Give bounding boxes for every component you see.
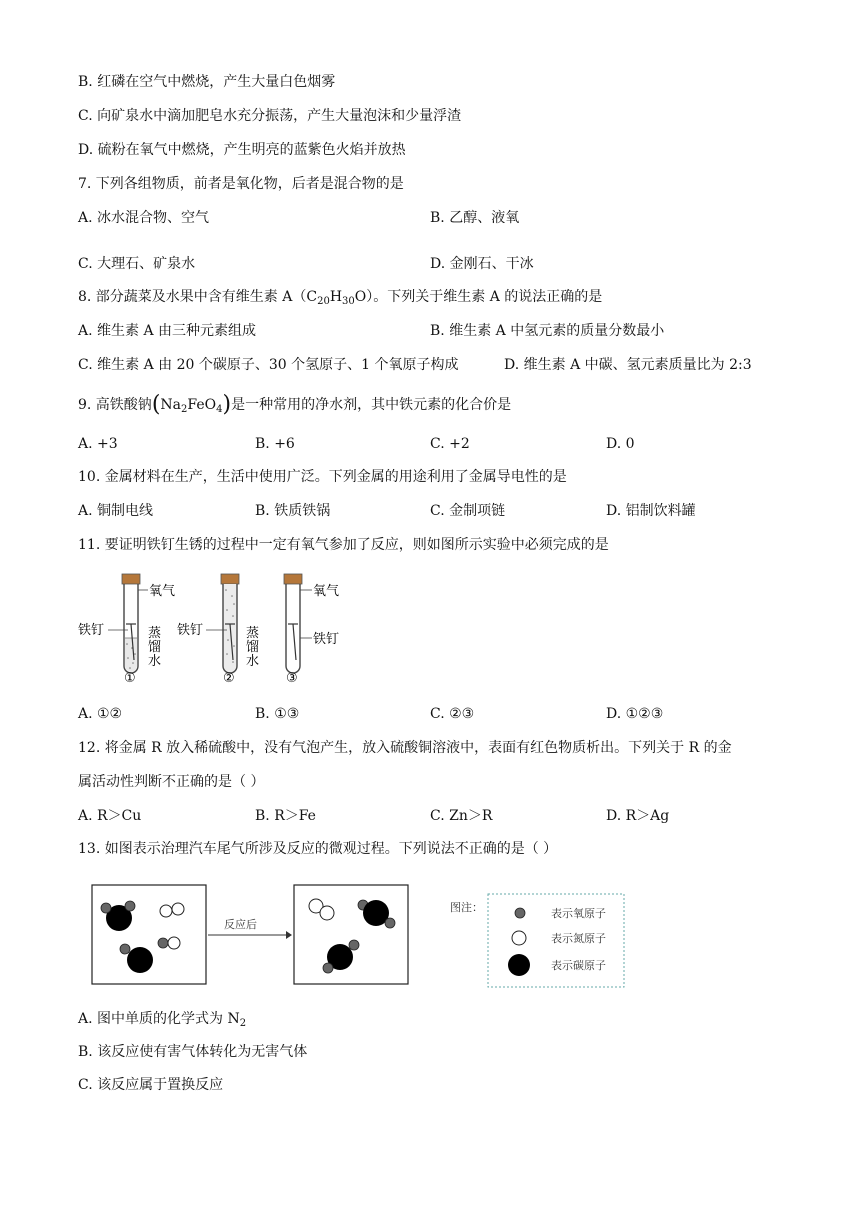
svg-text:水: 水 bbox=[148, 654, 162, 669]
q13-option-b: B. 该反应使有害气体转化为无害气体 bbox=[78, 1044, 308, 1060]
q7-option-a: A. 冰水混合物、空气 bbox=[78, 210, 210, 226]
test-tube-figure bbox=[78, 570, 368, 685]
q11-option-b: B. ①③ bbox=[255, 706, 300, 722]
legend-title: 图注： bbox=[450, 901, 483, 914]
nail-label-2: 铁钉 bbox=[177, 623, 204, 638]
legend-nitrogen-symbol bbox=[512, 931, 526, 945]
q12-stem-line2: 属活动性判断不正确的是（ ） bbox=[78, 774, 265, 790]
legend-carbon-symbol bbox=[508, 954, 530, 976]
q11-option-d: D. ①②③ bbox=[606, 706, 664, 722]
oxygen-label-1: 氧气 bbox=[149, 584, 176, 599]
q8-option-d: D. 维生素 A 中碳、氢元素质量比为 2:3 bbox=[504, 357, 752, 373]
q12-option-a: A. R＞Cu bbox=[78, 808, 142, 824]
q11-option-a: A. ①② bbox=[78, 706, 123, 722]
q8-stem: 8. 部分蔬菜及水果中含有维生素 $A(C_{20}H_{30}O)$。下列关于维生素 A 的说法正确的是 bbox=[78, 289, 603, 307]
q8-option-b: B. 维生素 A 中氢元素的质量分数最小 bbox=[430, 323, 665, 339]
svg-text:蒸: 蒸 bbox=[246, 626, 260, 641]
q9-option-a: A. +3 bbox=[78, 436, 118, 452]
test-tube-3 bbox=[284, 574, 339, 685]
q9-option-d: D. 0 bbox=[606, 436, 635, 452]
q10-option-a: A. 铜制电线 bbox=[78, 503, 154, 519]
test-tube-1 bbox=[78, 574, 175, 685]
nail-label-1: 铁钉 bbox=[78, 623, 105, 638]
q11-option-c: C. ②③ bbox=[430, 706, 475, 722]
q12-option-b: B. R＞Fe bbox=[255, 808, 316, 824]
q11-stem: 11. 要证明铁钉生锈的过程中一定有氧气参加了反应，则如图所示实验中必须完成的是 bbox=[78, 537, 609, 553]
q7-option-c: C. 大理石、矿泉水 bbox=[78, 256, 196, 272]
tube-3-label: ③ bbox=[286, 671, 298, 685]
legend-oxygen: 表示氧原子 bbox=[551, 907, 606, 920]
svg-text:蒸: 蒸 bbox=[148, 626, 162, 641]
q9-stem: 9. 高铁酸钠$(Na_2FeO_4)$是一种常用的净水剂，其中铁元素的化合价是 bbox=[78, 392, 512, 417]
after-box bbox=[294, 885, 408, 984]
q12-stem-line1: 12. 将金属 R 放入稀硫酸中，没有气泡产生，放入硫酸铜溶液中，表面有红色物质析出。下列关于 R 的金 bbox=[78, 740, 732, 756]
q9-option-b: B. +6 bbox=[255, 436, 295, 452]
q10-option-d: D. 铝制饮料罐 bbox=[606, 503, 696, 519]
q8-option-a: A. 维生素 A 由三种元素组成 bbox=[78, 323, 257, 339]
q10-option-b: B. 铁质铁锅 bbox=[255, 503, 331, 519]
oxygen-label-3: 氧气 bbox=[313, 584, 340, 599]
legend-carbon: 表示碳原子 bbox=[551, 959, 606, 972]
tube-1-label: ① bbox=[124, 671, 136, 685]
q12-option-c: C. Zn＞R bbox=[430, 808, 493, 824]
test-tube-2 bbox=[177, 574, 259, 685]
q9-formula: $Na_2FeO_4$ bbox=[160, 397, 223, 415]
q10-option-c: C. 金制项链 bbox=[430, 503, 506, 519]
arrow-label: 反应后 bbox=[224, 918, 257, 931]
legend-oxygen-symbol bbox=[515, 908, 525, 918]
q7-option-b: B. 乙醇、液氧 bbox=[430, 210, 520, 226]
q12-option-d: D. R＞Ag bbox=[606, 808, 670, 824]
q10-stem: 10. 金属材料在生产，生活中使用广泛。下列金属的用途利用了金属导电性的是 bbox=[78, 469, 567, 485]
tube-2-label: ② bbox=[223, 671, 235, 685]
legend-nitrogen: 表示氮原子 bbox=[551, 932, 606, 945]
reaction-figure bbox=[90, 880, 630, 992]
q13-option-a: A. 图中单质的化学式为 $N_2$ bbox=[78, 1011, 247, 1029]
nail-label-3: 铁钉 bbox=[313, 632, 340, 647]
q13-stem: 13. 如图表示治理汽车尾气所涉及反应的微观过程。下列说法不正确的是（ ） bbox=[78, 841, 558, 857]
svg-text:馏: 馏 bbox=[148, 640, 162, 655]
q6-option-b: B. 红磷在空气中燃烧，产生大量白色烟雾 bbox=[78, 74, 336, 90]
q6-option-d: D. 硫粉在氧气中燃烧，产生明亮的蓝紫色火焰并放热 bbox=[78, 142, 406, 158]
q8-option-c: C. 维生素 A 由 20 个碳原子、30 个氢原子、1 个氧原子构成 bbox=[78, 357, 459, 373]
q7-stem: 7. 下列各组物质，前者是氧化物，后者是混合物的是 bbox=[78, 176, 404, 192]
q7-option-d: D. 金刚石、干冰 bbox=[430, 256, 534, 272]
svg-text:水: 水 bbox=[246, 654, 260, 669]
q13-option-c: C. 该反应属于置换反应 bbox=[78, 1077, 224, 1093]
svg-text:馏: 馏 bbox=[246, 640, 260, 655]
q9-option-c: C. +2 bbox=[430, 436, 470, 452]
q6-option-c: C. 向矿泉水中滴加肥皂水充分振荡，产生大量泡沫和少量浮渣 bbox=[78, 108, 462, 124]
